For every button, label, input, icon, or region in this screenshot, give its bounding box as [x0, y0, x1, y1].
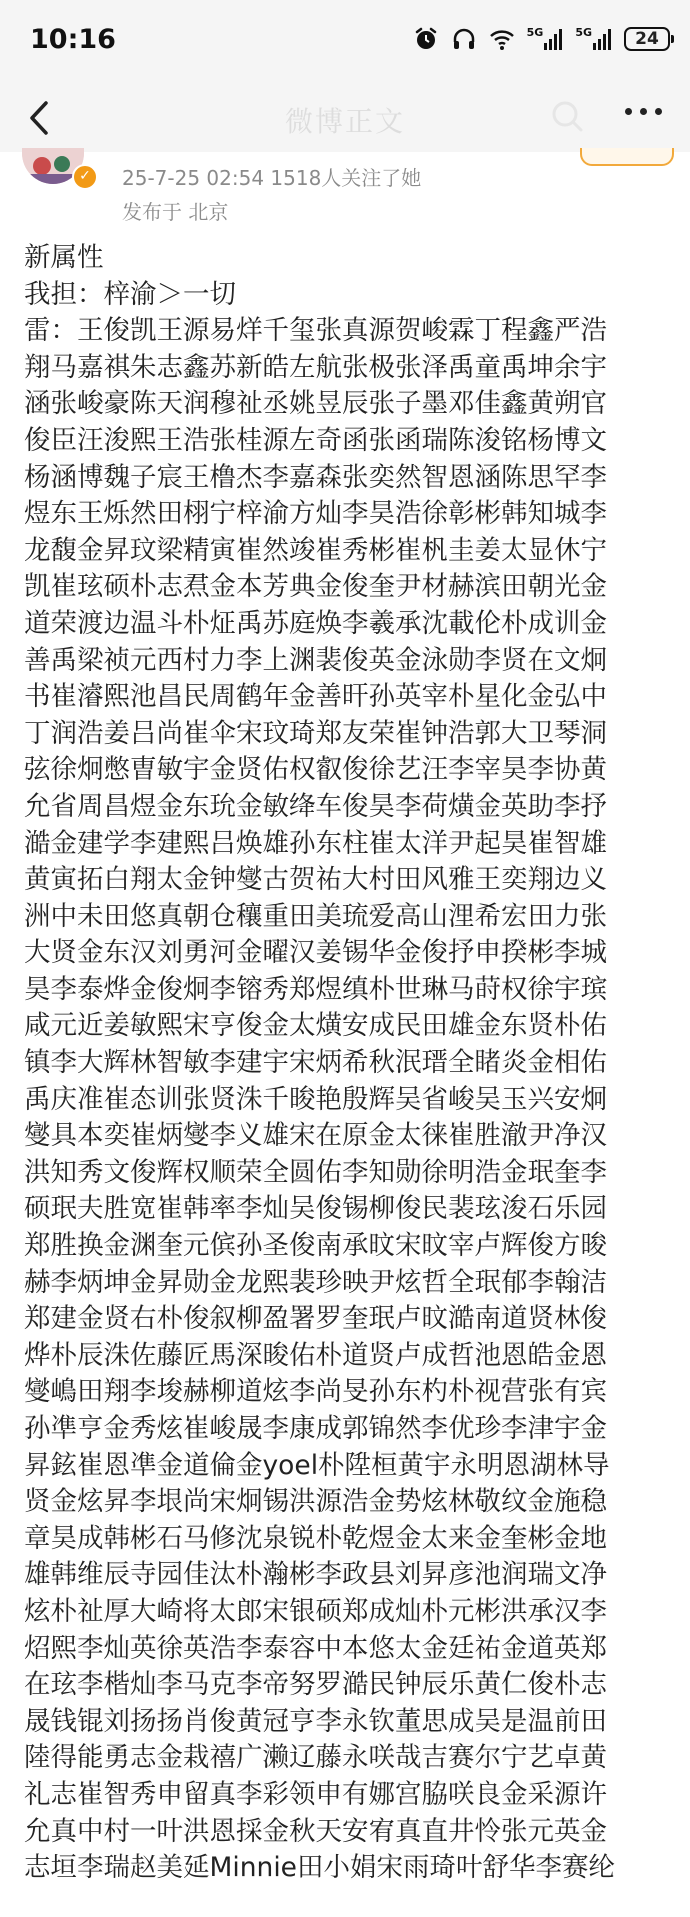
post-line: 洲中未田悠真朝仓穰重田美琉爱高山浬希宏田力张: [24, 900, 607, 932]
post-line: 贤金炫昇李垠尚宋炯锡洪源浩金势炫林敬纹金施稳: [24, 1486, 607, 1518]
post-line: 雷：王俊凯王源易烊千玺张真源贺峻霖丁程鑫严浩: [24, 315, 607, 347]
signal-bars-icon: [592, 27, 612, 51]
post-line: 镇李大辉林智敏李建宇宋炳希秋泯瑨全睹炎金相佑: [24, 1047, 607, 1079]
post-line: 赫李炳坤金昇勋金龙熙裴珍映尹炫哲全珉郁李翰洁: [24, 1266, 607, 1298]
post-line: 杨涵博魏子宸王橹杰李嘉森张奕然智恩涵陈思罕李: [24, 461, 607, 493]
post-line: 陸得能勇志金栽禧广濑辽藤永咲哉吉赛尔宁艺卓黄: [24, 1742, 607, 1774]
signal-5g-label: 5G: [526, 26, 544, 39]
signal-5g-label: 5G: [575, 26, 592, 39]
post-line: 礼志崔智秀申留真李彩领申有娜宫脇咲良金采源许: [24, 1778, 607, 1810]
post-line: 咸元近姜敏熙宋亨俊金太熿安成民田雄金东贤朴佑: [24, 1010, 607, 1042]
post-line: 昇鉉崔恩凖金道倫金yoel朴陞桓黄宇永明恩湖林导: [24, 1449, 610, 1481]
post-line: 澔金建学李建熙吕焕雄孙东柱崔太洋尹起昊崔智雄: [24, 827, 607, 859]
post-line: 道荣渡边温斗朴炡禹苏庭焕李羲承沈載伦朴成训金: [24, 607, 607, 639]
post-line: 硕珉夫胜宽崔韩率李灿吴俊锡柳俊民裴玹浚石乐园: [24, 1193, 607, 1225]
post-line: 我担：梓渝＞一切: [24, 278, 236, 310]
post-line: 黄寅拓白翔太金钟燮古贺祐大村田风雅王奕翔边义: [24, 864, 607, 896]
post-line: 炫朴祉厚大崎将太郎宋银硕郑成灿朴元彬洪承汉李: [24, 1595, 607, 1627]
post-line: 章昊成韩彬石马修沈泉锐朴乾煜金太来金奎彬金地: [24, 1522, 607, 1554]
post-line: 弦徐炯憋曺敏宇金贤佑权叡俊徐艺汪李宰昊李协黄: [24, 754, 607, 786]
nav-bar: [0, 86, 690, 152]
post-location: 发布于 北京: [122, 200, 229, 224]
status-icons: [413, 26, 670, 52]
author-header: [0, 152, 690, 222]
post-line: 书崔濬熙池昌民周鹤年金善旰孙英宰朴星化金弘中: [24, 681, 607, 713]
signal-5g-2: [575, 27, 612, 51]
post-line: 炤熙李灿英徐英浩李泰容中本悠太金廷祐金道英郑: [24, 1632, 607, 1664]
battery-icon: 24: [624, 27, 670, 51]
post-line: 雄韩维辰寺园佳汰朴瀚彬李政县刘昇彦池润瑞文净: [24, 1559, 607, 1591]
wifi-icon: [489, 26, 515, 52]
headphones-icon: [451, 26, 477, 52]
post-line: 烨朴辰洙佐藤匠馬深晙佑朴道贤卢成哲池恩皓金恩: [24, 1339, 607, 1371]
post-line: 燮具本奕崔炳燮李义雄宋在原金太徕崔胜澈尹净汉: [24, 1120, 607, 1152]
post-line: 翔马嘉祺朱志鑫苏新皓左航张极张泽禹童禹坤余宇: [24, 351, 607, 383]
post-line: 新属性: [24, 242, 104, 273]
post-line: 昊李泰烨金俊炯李镕秀郑煜缜朴世琳马莳权徐宇瑸: [24, 973, 607, 1005]
post-line: 允真中村一叶洪恩採金秋天安宥真直井怜张元英金: [24, 1815, 607, 1847]
post-line: 在玹李楷灿李马克李帝努罗澔民钟辰乐黄仁俊朴志: [24, 1669, 607, 1701]
signal-5g-1: [527, 27, 564, 51]
status-bar: [0, 0, 690, 86]
post-line: 善禹梁祯元西村力李上渊裴俊英金泳勋李贤在文炯: [24, 644, 607, 676]
post-body: [24, 240, 674, 1887]
post-line: 孙凖亨金秀炫崔峻晟李康成郭锦然李优珍李津宇金: [24, 1413, 607, 1444]
follow-button[interactable]: [580, 148, 674, 166]
post-line: 凯崔玹硕朴志焄金本芳典金俊奎尹材赫滨田朝光金: [24, 571, 607, 603]
post-line: 晟钱锟刘扬扬肖俊黄冠亨李永钦董思成吴是温前田: [24, 1705, 607, 1737]
post-line: 大贤金东汉刘勇河金曜汉姜锡华金俊抒申揆彬李城: [24, 937, 607, 969]
post-line: 龙馥金昇玟梁精寅崔然竣崔秀彬崔杋圭姜太显休宁: [24, 534, 607, 566]
signal-bars-icon: [543, 27, 563, 51]
post-line: 洪知秀文俊辉权顺荣全圆佑李知勋徐明浩金珉奎李: [24, 1156, 607, 1188]
page-title: 微博正文: [284, 105, 405, 138]
post-line: 禹庆准崔态训张贤洙千晙艳殷辉吴省峻吴玉兴安炯: [24, 1083, 607, 1115]
status-time: 10:16: [30, 24, 116, 55]
post-line: 郑建金贤右朴俊叙柳盈署罗奎珉卢旼澔南道贤林俊: [24, 1303, 607, 1335]
post-line: 允省周昌煜金东玧金敏绛车俊昊李荷熿金英助李抒: [24, 790, 607, 822]
more-options-icon[interactable]: [625, 108, 662, 115]
post-line: 涵张峻豪陈天润穆祉丞姚昱辰张子墨邓佳鑫黄朔官: [24, 388, 607, 420]
post-line: 煜东王烁然田栩宁梓渝方灿李昊浩徐彰彬韩知城李: [24, 498, 607, 530]
post-line: 志垣李瑞赵美延Minnie田小娟宋雨琦叶舒华李赛纶: [24, 1852, 615, 1884]
alarm-icon: [413, 26, 439, 52]
verified-badge-icon: ✓: [72, 164, 98, 190]
search-icon[interactable]: [547, 96, 587, 136]
post-line: 燮嶋田翔李埈赫柳道炫李尚旻孙东杓朴视营张有宾: [24, 1376, 607, 1408]
post-meta: 25-7-25 02:54 1518人关注了她: [122, 166, 422, 190]
post-line: 郑胜换金渊奎元傧孙圣俊南承旼宋旼宰卢辉俊方晙: [24, 1230, 607, 1262]
post-line: 俊臣汪浚熙王浩张桂源左奇函张函瑞陈浚铭杨博文: [24, 424, 607, 456]
post-line: 丁润浩姜吕尚崔伞宋玟琦郑友荣崔钟浩郭大卫琴洞: [24, 717, 607, 749]
